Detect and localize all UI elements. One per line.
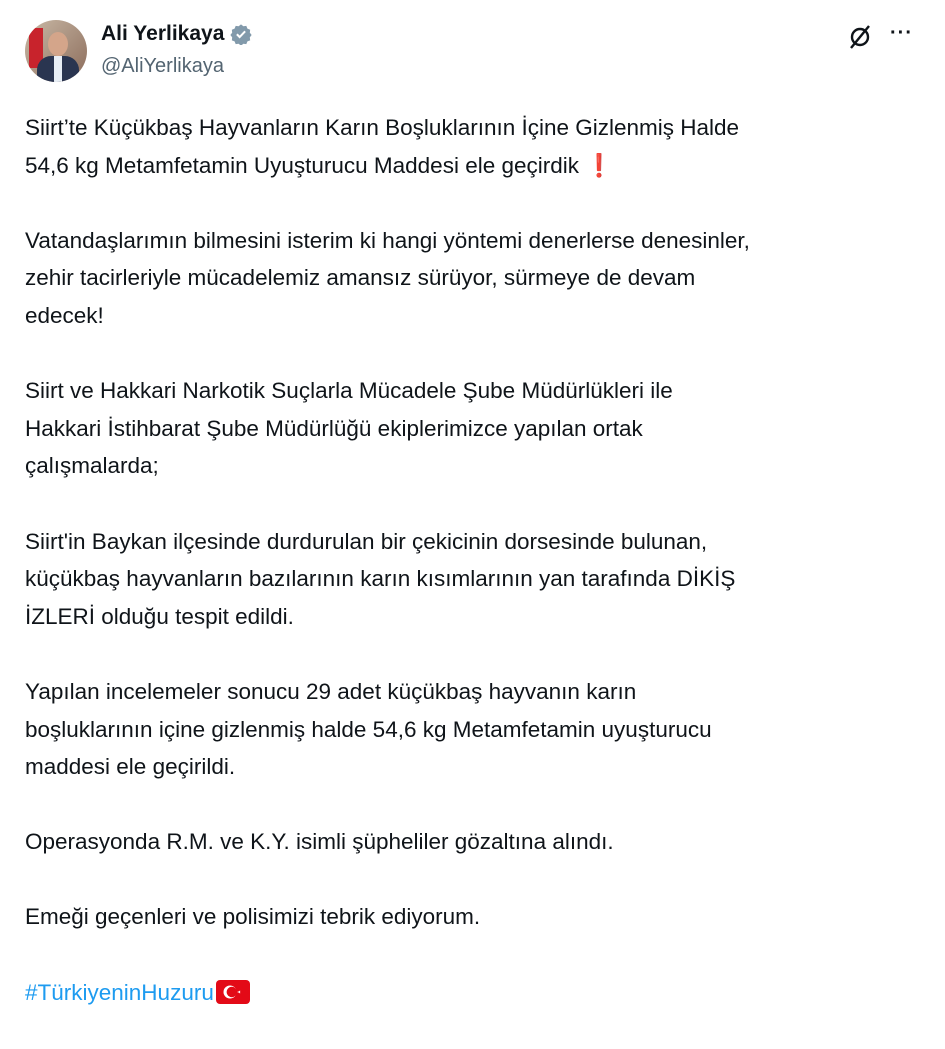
paragraph — [25, 898, 935, 936]
text-line: Operasyonda R.M. ve K.Y. isimli şüpheliler gözaltına alındı. — [25, 829, 614, 855]
author-handle[interactable]: @AliYerlikaya — [101, 55, 224, 77]
avatar-shirt — [54, 56, 62, 82]
paragraph-hashtag — [25, 974, 935, 1012]
text-line: İZLERİ olduğu tespit edildi. — [25, 603, 294, 629]
text-line: küçükbaş hayvanların bazılarının karın kısımlarının yan tarafında DİKİŞ — [25, 566, 736, 592]
paragraph — [25, 523, 935, 636]
more-options-icon[interactable]: ··· — [890, 22, 913, 44]
text-line: Siirt ve Hakkari Narkotik Suçlarla Mücadele Şube Müdürlükleri ile — [25, 378, 673, 404]
paragraph — [25, 372, 935, 485]
hashtag-link[interactable] — [25, 974, 250, 1012]
paragraph-headline — [25, 109, 935, 184]
author-name-row[interactable] — [101, 22, 252, 46]
grok-icon[interactable] — [847, 24, 873, 50]
text-line — [25, 147, 935, 185]
text-line-content: 54,6 kg Metamfetamin Uyuşturucu Maddesi ele geçirdik — [25, 152, 580, 178]
tweet-text — [25, 109, 935, 1049]
text-line: zehir tacirleriyle mücadelemiz amansız sürüyor, sürmeye de devam — [25, 265, 696, 291]
avatar-head — [48, 32, 68, 56]
avatar[interactable] — [25, 20, 87, 82]
text-line: Siirt’te Küçükbaş Hayvanların Karın Boşluklarının İçine Gizlenmiş Halde — [25, 115, 740, 140]
turkey-flag-icon — [216, 980, 250, 1004]
paragraph — [25, 673, 935, 786]
verified-badge-icon — [230, 23, 252, 45]
exclamation-emoji: ❗ — [585, 152, 614, 178]
text-line: edecek! — [25, 302, 104, 328]
paragraph — [25, 222, 935, 335]
text-line: Hakkari İstihbarat Şube Müdürlüğü ekiplerimizce yapılan ortak — [25, 415, 643, 441]
text-line: boşluklarının içine gizlenmiş halde 54,6 kg Metamfetamin uyuşturucu — [25, 716, 712, 742]
author-name[interactable]: Ali Yerlikaya — [101, 22, 225, 45]
text-line: Vatandaşlarımın bilmesini isterim ki hangi yöntemi denerlerse denesinler, — [25, 227, 750, 253]
text-line: maddesi ele geçirildi. — [25, 754, 236, 780]
text-line: Yapılan incelemeler sonucu 29 adet küçükbaş hayvanın karın — [25, 678, 637, 704]
hashtag-text[interactable]: #TürkiyeninHuzuru — [25, 979, 214, 1005]
text-line: Siirt'in Baykan ilçesinde durdurulan bir çekicinin dorsesinde bulunan, — [25, 528, 708, 554]
paragraph — [25, 823, 935, 861]
text-line: çalışmalarda; — [25, 453, 159, 479]
text-line: Emeği geçenleri ve polisimizi tebrik ediyorum. — [25, 904, 481, 930]
